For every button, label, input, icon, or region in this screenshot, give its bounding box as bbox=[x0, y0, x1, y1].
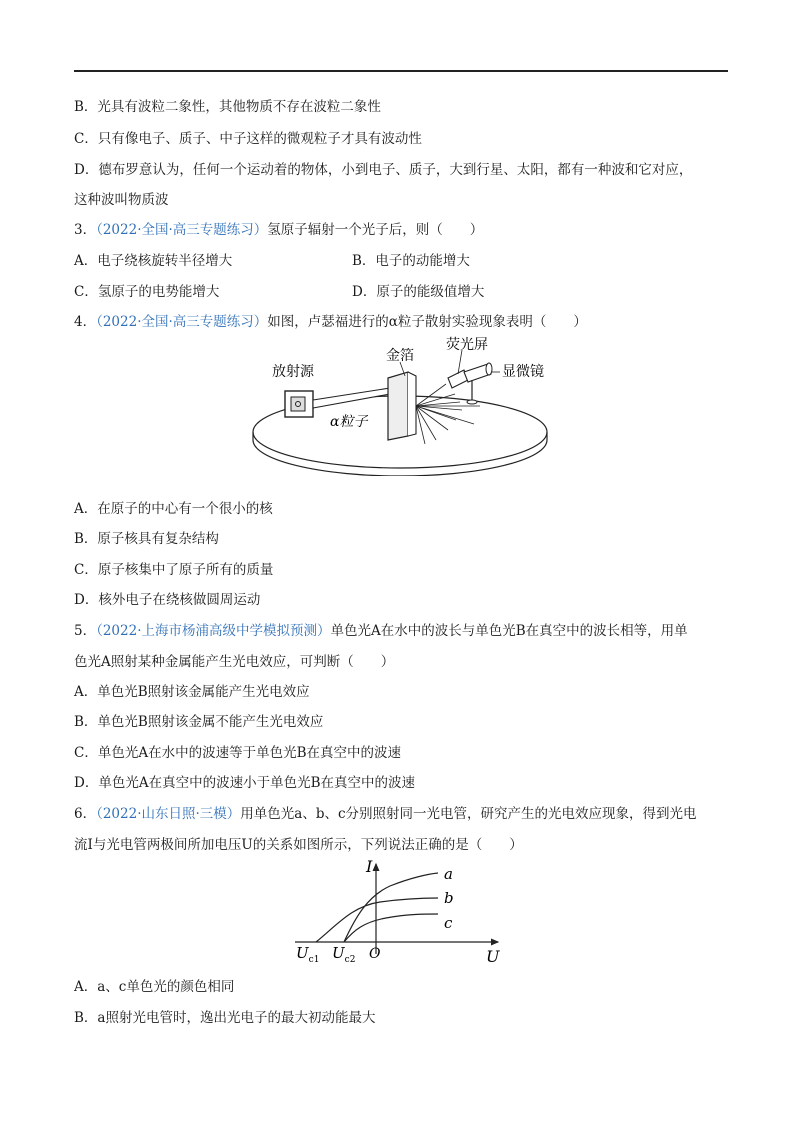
curve-a-label: a bbox=[444, 865, 453, 883]
label-microscope: 显微镜 bbox=[502, 364, 544, 380]
q5-number: 5． bbox=[74, 623, 97, 639]
q5-stem-line2: 色光A照射某种金属能产生光电效应，可判断（ ） bbox=[74, 654, 395, 670]
q6-number: 6． bbox=[74, 806, 97, 822]
q3-option-a: A．电子绕核旋转半径增大 bbox=[74, 253, 233, 269]
q2-option-d: D．德布罗意认为，任何一个运动着的物体，小到电子、质子，大到行星、太阳，都有一种波和它对应， bbox=[74, 162, 693, 178]
curve-c-label: c bbox=[444, 914, 453, 932]
q4-option-b: B．原子核具有复杂结构 bbox=[74, 531, 219, 547]
q5-stem-line1 bbox=[74, 622, 688, 640]
q2-option-d-cont: 这种波叫物质波 bbox=[74, 192, 169, 208]
q3-text: 氢原子辐射一个光子后，则（ ） bbox=[267, 222, 484, 238]
q5-option-d: D．单色光A在真空中的波速小于单色光B在真空中的波速 bbox=[74, 775, 415, 791]
i-axis-label: I bbox=[366, 857, 373, 876]
q5-option-a: A．单色光B照射该金属能产生光电效应 bbox=[74, 684, 310, 700]
q3-number: 3． bbox=[74, 222, 97, 238]
q5-text-1: 单色光A在水中的波长与单色光B在真空中的波长相等，用单 bbox=[330, 623, 688, 639]
screen-leader bbox=[458, 350, 462, 374]
microscope-base bbox=[467, 400, 477, 404]
uc2-sub: c2 bbox=[344, 955, 356, 965]
label-alpha: α粒子 bbox=[330, 414, 368, 430]
label-source: 放射源 bbox=[272, 364, 314, 380]
header-rule bbox=[74, 70, 728, 72]
q3-option-d: D．原子的能级值增大 bbox=[352, 284, 485, 300]
curve-a bbox=[344, 873, 438, 942]
q3-source: （2022·全国·高三专题练习） bbox=[96, 222, 268, 238]
q6-source: （2022·山东日照·三模） bbox=[96, 806, 241, 822]
gold-foil-holder bbox=[388, 372, 408, 440]
q6-option-b: B．a照射光电管时，逸出光电子的最大初动能最大 bbox=[74, 1010, 376, 1026]
q5-source: （2022·上海市杨浦高级中学模拟预测） bbox=[96, 623, 331, 639]
source-inner bbox=[291, 397, 305, 411]
q4-stem bbox=[74, 313, 587, 331]
q4-option-c: C．原子核集中了原子所有的质量 bbox=[74, 562, 274, 578]
q2-option-c: C．只有像电子、质子、中子这样的微观粒子才具有波动性 bbox=[74, 131, 422, 147]
curve-b-label: b bbox=[444, 889, 454, 907]
q6-stem-line1 bbox=[74, 805, 697, 823]
q4-option-d: D．核外电子在绕核做圆周运动 bbox=[74, 592, 261, 608]
q5-option-b: B．单色光B照射该金属不能产生光电效应 bbox=[74, 714, 324, 730]
q4-option-a: A．在原子的中心有一个很小的核 bbox=[74, 501, 273, 517]
rutherford-apparatus-figure bbox=[250, 336, 550, 476]
q5-option-c: C．单色光A在水中的波速等于单色光B在真空中的波速 bbox=[74, 745, 401, 761]
q3-stem bbox=[74, 221, 483, 239]
iu-graph-figure bbox=[290, 856, 510, 968]
q6-stem-line2: 流I与光电管两极间所加电压U的关系如图所示，下列说法正确的是（ ） bbox=[74, 837, 523, 853]
q4-source: （2022·全国·高三专题练习） bbox=[96, 314, 268, 330]
q3-option-b: B．电子的动能增大 bbox=[352, 253, 470, 269]
uc1-sub: c1 bbox=[308, 955, 320, 965]
u-axis-label: U bbox=[486, 947, 500, 966]
label-screen: 荧光屏 bbox=[446, 337, 488, 353]
curve-c bbox=[344, 914, 438, 942]
microscope-eyepiece bbox=[486, 363, 492, 375]
gold-foil-frame bbox=[408, 372, 416, 436]
uc1-label bbox=[296, 944, 319, 965]
q6-option-a: A．a、c单色光的颜色相同 bbox=[74, 979, 235, 995]
q4-text: 如图，卢瑟福进行的α粒子散射实验现象表明（ ） bbox=[267, 314, 587, 330]
uc2-main: U bbox=[332, 944, 345, 962]
uc1-main: U bbox=[296, 944, 309, 962]
uc2-label bbox=[332, 944, 355, 965]
origin-label: O bbox=[369, 946, 381, 962]
q6-text-1: 用单色光a、b、c分别照射同一光电管，研究产生的光电效应现象，得到光电 bbox=[240, 806, 697, 822]
q3-option-c: C．氢原子的电势能增大 bbox=[74, 284, 220, 300]
q2-option-b: B．光具有波粒二象性，其他物质不存在波粒二象性 bbox=[74, 99, 381, 115]
label-foil: 金箔 bbox=[386, 348, 414, 364]
q4-number: 4． bbox=[74, 314, 97, 330]
